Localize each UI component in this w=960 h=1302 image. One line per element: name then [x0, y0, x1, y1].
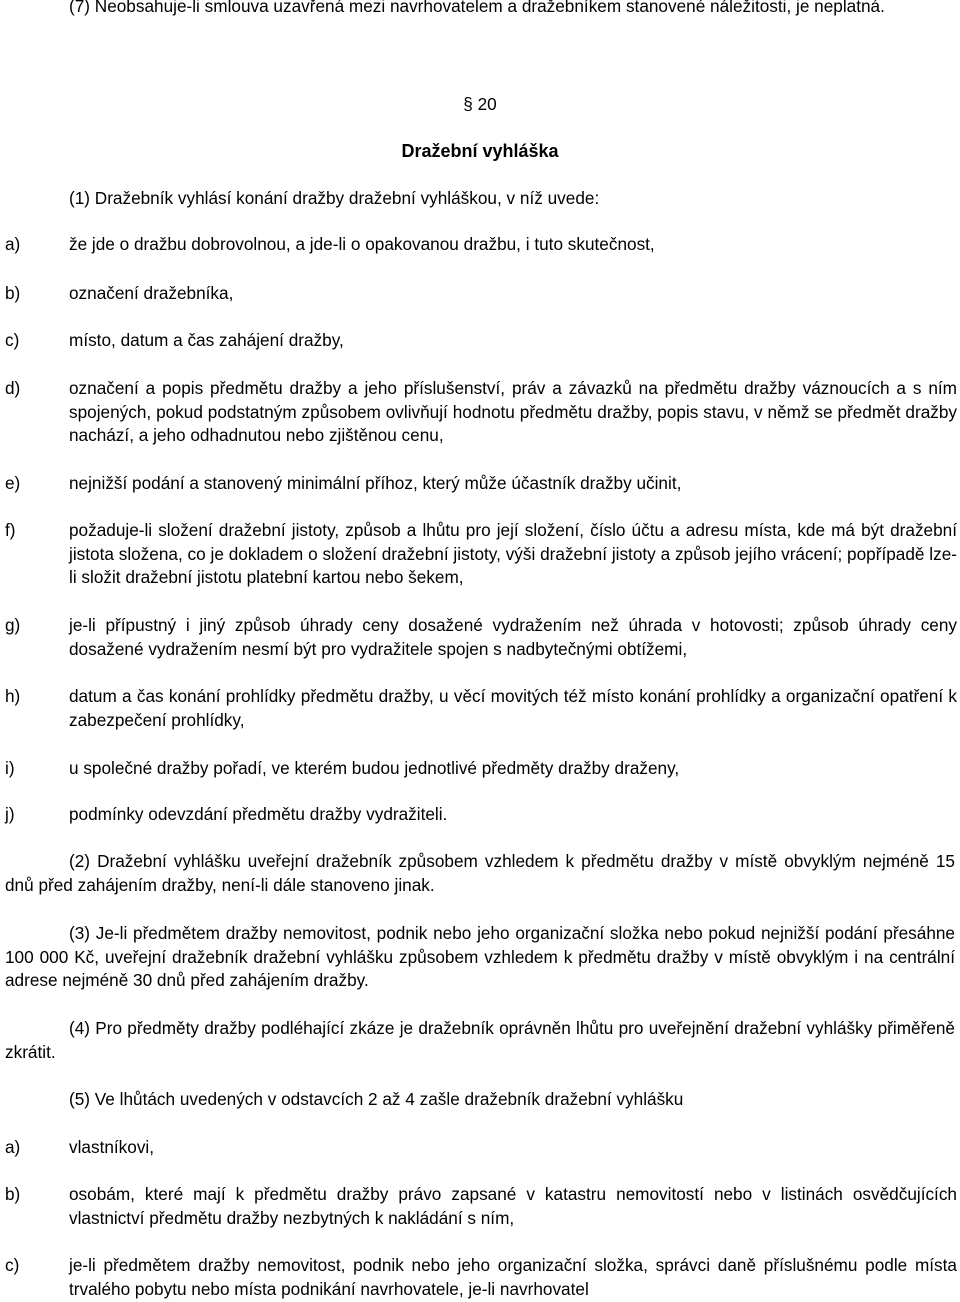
- section-number: § 20: [463, 94, 497, 114]
- list-label: b): [5, 1184, 21, 1204]
- list-text: osobám, které mají k předmětu dražby právo zapsané v katastru nemovitostí nebo v listinách osvědčujících vlastnictví předmětu dražby nezbytných k nakládání s ním,: [69, 1184, 957, 1228]
- paragraph-2: (2) Dražební vyhlášku uveřejní dražebník způsobem vzhledem k předmětu dražby v místě obvyklým nejméně 15 dnů před zahájením dražby, není-li dále stanoveno jinak.: [5, 851, 955, 895]
- list-text: nejnižší podání a stanovený minimální příhoz, který může účastník dražby učinit,: [69, 473, 682, 493]
- list-label: h): [5, 686, 21, 706]
- list-text: je-li přípustný i jiný způsob úhrady ceny dosažené vydražením než úhrada v hotovosti; způsob úhrady ceny dosažené vydražením nesmí být pro vydražitele spojen s nadbytečnými obtížemi,: [69, 615, 957, 659]
- list-text: vlastníkovi,: [69, 1137, 155, 1157]
- list-text: že jde o dražbu dobrovolnou, a jde-li o opakovanou dražbu, i tuto skutečnost,: [69, 234, 655, 254]
- list-label: j): [5, 804, 15, 824]
- paragraph-1: (1) Dražebník vyhlásí konání dražby dražební vyhláškou, v níž uvede:: [69, 188, 600, 208]
- list-text: požaduje-li složení dražební jistoty, způsob a lhůtu pro její složení, číslo účtu a adresu místa, kde má být dražební jistota složena, co je dokladem o složení dražební jistoty, výši dražební jistoty a způsob jejího vrácení; popřípadě lze-li složit dražební jistotu platební kartou nebo šekem,: [69, 520, 957, 587]
- paragraph-5: (5) Ve lhůtách uvedených v odstavcích 2 až 4 zašle dražebník dražební vyhlášku: [69, 1089, 684, 1109]
- list-label: f): [5, 520, 16, 540]
- list-label: e): [5, 473, 21, 493]
- list-text: u společné dražby pořadí, ve kterém budou jednotlivé předměty dražby draženy,: [69, 758, 680, 778]
- list-text: místo, datum a čas zahájení dražby,: [69, 330, 344, 350]
- paragraph-7: (7) Neobsahuje-li smlouva uzavřená mezi navrhovatelem a dražebníkem stanovené náležitosti, je neplatná.: [69, 0, 885, 16]
- list-label: i): [5, 758, 15, 778]
- list-label: c): [5, 1255, 20, 1275]
- list-text: označení dražebníka,: [69, 283, 234, 303]
- list-label: b): [5, 283, 21, 303]
- list-label: a): [5, 1137, 21, 1157]
- list-text: podmínky odevzdání předmětu dražby vydražiteli.: [69, 804, 448, 824]
- list-text: označení a popis předmětu dražby a jeho příslušenství, práv a závazků na předmětu dražby váznoucích a s ním spojených, pokud podstatným způsobem ovlivňují hodnotu předmětu dražby, popis stavu, v němž se předmět dražby nachází, a jeho odhadnutou nebo zjištěnou cenu,: [69, 378, 957, 445]
- list-label: c): [5, 330, 20, 350]
- section-title: Dražební vyhláška: [401, 141, 559, 161]
- paragraph-3: (3) Je-li předmětem dražby nemovitost, podnik nebo jeho organizační složka nebo pokud nejnižší podání přesáhne 100 000 Kč, uveřejní dražebník dražební vyhlášku způsobem vzhledem k předmětu dražby v místě obvyklým i na centrální adrese nejméně 30 dnů před zahájením dražby.: [5, 923, 955, 990]
- list-text: datum a čas konání prohlídky předmětu dražby, u věcí movitých též místo konání prohlídky a organizační opatření k zabezpečení prohlídky,: [69, 686, 957, 730]
- list-text: je-li předmětem dražby nemovitost, podnik nebo jeho organizační složka, správci daně příslušnému podle místa trvalého pobytu nebo místa podnikání navrhovatele, je-li navrhovatel: [69, 1255, 957, 1299]
- list-label: d): [5, 378, 21, 398]
- paragraph-4: (4) Pro předměty dražby podléhající zkáze je dražebník oprávněn lhůtu pro uveřejnění dražební vyhlášky přiměřeně zkrátit.: [5, 1018, 955, 1062]
- list-label: g): [5, 615, 21, 635]
- list-label: a): [5, 234, 21, 254]
